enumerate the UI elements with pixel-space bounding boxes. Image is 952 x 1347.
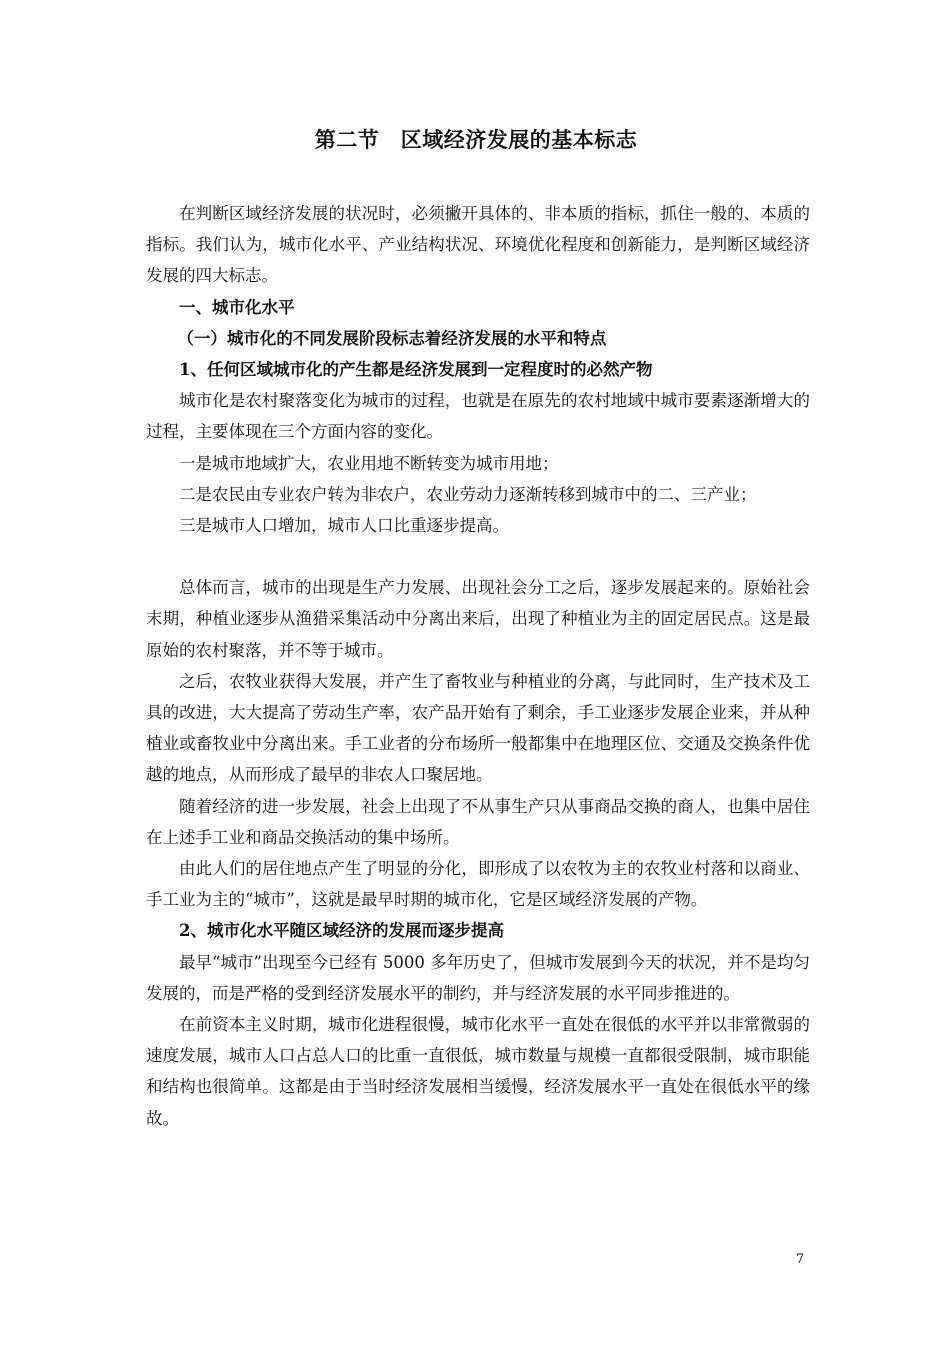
heading-stages: （一）城市化的不同发展阶段标志着经济发展的水平和特点 <box>177 328 607 348</box>
paragraph: 二是农民由专业农户转为非农户，农业劳动力逐渐转移到城市中的二、三产业； <box>179 484 757 504</box>
page-number: 7 <box>795 1252 805 1267</box>
heading-urbanization-level: 一、城市化水平 <box>179 297 295 317</box>
paragraph: 城市化是农村聚落变化为城市的过程，也就是在原先的农村地域中城市要素逐渐增大的过程，主要体现在三个方面内容的变化。 <box>146 391 810 442</box>
paragraph: 由此人们的居住地点产生了明显的分化，即形成了以农牧为主的农牧业村落和以商业、手工业为主的“城市”，这就是最早时期的城市化，它是区域经济发展的产物。 <box>146 859 810 910</box>
section-title: 第二节 区域经济发展的基本标志 <box>314 127 638 152</box>
heading-point-2: 2、城市化水平随区域经济的发展而逐步提高 <box>179 921 504 941</box>
heading-point-1: 1、任何区域城市化的产生都是经济发展到一定程度时的必然产物 <box>179 360 653 380</box>
blank-line <box>146 541 810 572</box>
paragraph: 随着经济的进一步发展，社会上出现了不从事生产只从事商品交换的商人，也集中居住在上述手工业和商品交换活动的集中场所。 <box>146 796 810 847</box>
paragraph: 三是城市人口增加，城市人口比重逐步提高。 <box>179 516 509 536</box>
paragraph: 在前资本主义时期，城市化进程很慢，城市化水平一直处在很低的水平并以非常微弱的速度发展，城市人口占总人口的比重一直很低，城市数量与规模一直都很受限制，城市职能和结构也很简单。这都是由于当时经济发展相当缓慢，经济发展水平一直处在很低水平的缘故。 <box>146 1015 810 1128</box>
body-text <box>146 198 810 1134</box>
intro-paragraph: 在判断区域经济发展的状况时，必须撇开具体的、非本质的指标，抓住一般的、本质的指标。我们认为，城市化水平、产业结构状况、环境优化程度和创新能力，是判断区域经济发展的四大标志。 <box>146 204 810 286</box>
paragraph: 总体而言，城市的出现是生产力发展、出现社会分工之后，逐步发展起来的。原始社会末期，种植业逐步从渔猎采集活动中分离出来后，出现了种植业为主的固定居民点。这是最原始的农村聚落，并不等于城市。 <box>146 578 810 660</box>
paragraph: 最早“城市”出现至今已经有 5000 多年历史了，但城市发展到今天的状况，并不是均匀发展的，而是严格的受到经济发展水平的制约，并与经济发展的水平同步推进的。 <box>146 952 810 1003</box>
paragraph: 之后，农牧业获得大发展，并产生了畜牧业与种植业的分离，与此同时，生产技术及工具的改进，大大提高了劳动生产率，农产品开始有了剩余，手工业逐步发展企业来，并从种植业或畜牧业中分离出来。手工业者的分布场所一般都集中在地理区位、交通及交换条件优越的地点，从而形成了最早的非农人口聚居地。 <box>146 671 810 785</box>
paragraph: 一是城市地域扩大，农业用地不断转变为城市用地； <box>179 453 559 473</box>
